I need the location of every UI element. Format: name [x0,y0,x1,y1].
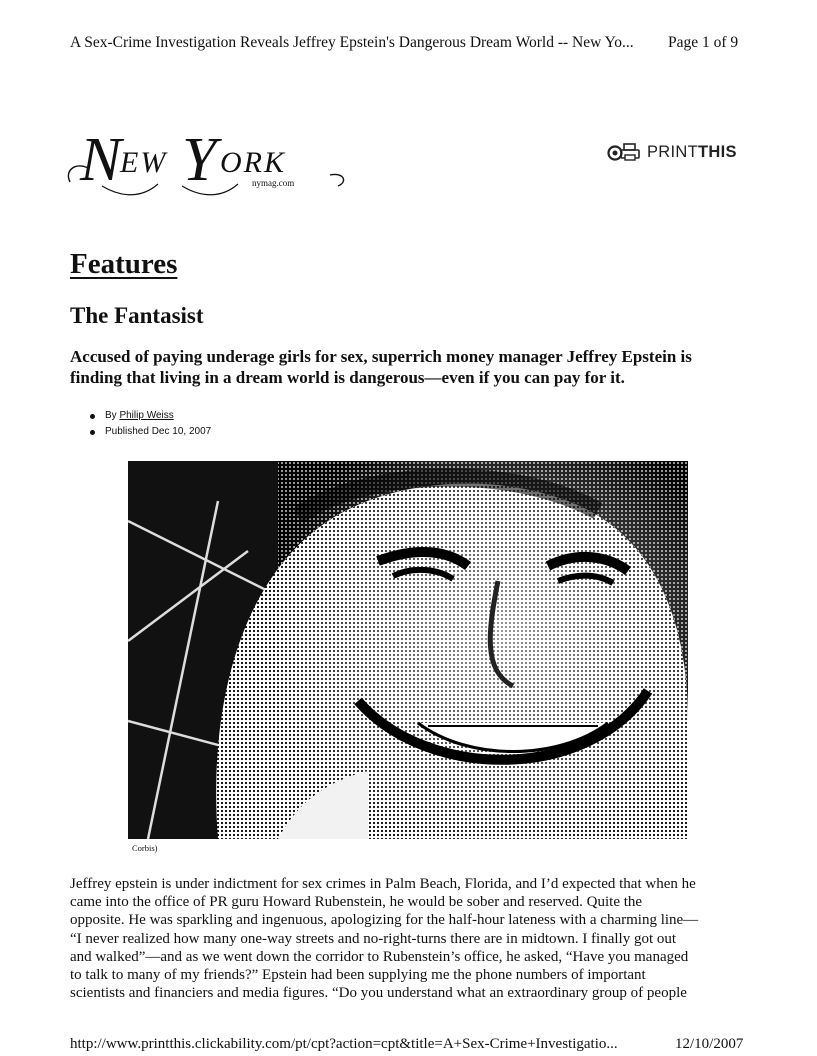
body-line: “I never realized how many one-way streets and no-right-turns there are in midtown. I finally got out [70,930,677,947]
print-footer-url: http://www.printthis.clickability.com/pt/cpt?action=cpt&title=A+Sex-Crime+Investigatio... [70,1036,618,1052]
article-meta [88,408,211,440]
photo-credit: Corbis) [132,843,158,853]
author-link[interactable]: Philip Weiss [119,410,174,421]
dek-line: Accused of paying underage girls for sex, superrich money manager Jeffrey Epstein is [70,347,692,366]
body-line: scientists and financiers and media figures. “Do you understand what an extraordinary group of people [70,985,687,1002]
logo-subtext: nymag.com [252,178,295,188]
portrait-photo-graphic [128,461,688,839]
this-label: THIS [698,142,737,161]
byline [88,408,211,424]
svg-text:ORK: ORK [220,146,286,179]
body-paragraph [70,875,760,1002]
print-this-button[interactable] [607,142,737,162]
article-body [70,875,760,1002]
article-title: The Fantasist [70,303,204,328]
byline-prefix: By [105,410,120,421]
svg-text:N: N [80,126,122,194]
svg-text:Y: Y [182,126,217,194]
printer-icon [607,142,643,162]
article-photo [128,461,688,839]
section-heading-link[interactable]: Features [70,248,178,280]
print-header-title: A Sex-Crime Investigation Reveals Jeffrey Epstein's Dangerous Dream World -- New Yo... [70,34,634,51]
body-line: opposite. He was sparkling and ingenuous, apologizing for the half-hour lateness with a charming line— [70,912,699,929]
new-york-logo[interactable] [62,120,362,200]
article-dek [70,346,760,388]
body-line: Jeffrey epstein is under indictment for sex crimes in Palm Beach, Florida, and I’d expected that when he [70,876,696,892]
print-header-page-number: Page 1 of 9 [668,34,739,51]
new-york-logo-graphic [62,120,362,200]
print-label: PRINT [647,142,698,161]
body-line: came into the office of PR guru Howard Rubenstein, he would be sober and reserved. Quite the [70,894,643,911]
print-footer-date: 12/10/2007 [675,1036,744,1052]
body-line: and walked”—and as we went down the corridor to Rubenstein’s office, he asked, “Have you managed [70,948,689,965]
dek-line: finding that living in a dream world is dangerous—even if you can pay for it. [70,368,625,387]
body-line: to talk to many of my friends?” Epstein had been supplying me the phone numbers of important [70,967,646,984]
publish-date: Published Dec 10, 2007 [88,424,211,440]
svg-text:EW: EW [120,146,168,179]
